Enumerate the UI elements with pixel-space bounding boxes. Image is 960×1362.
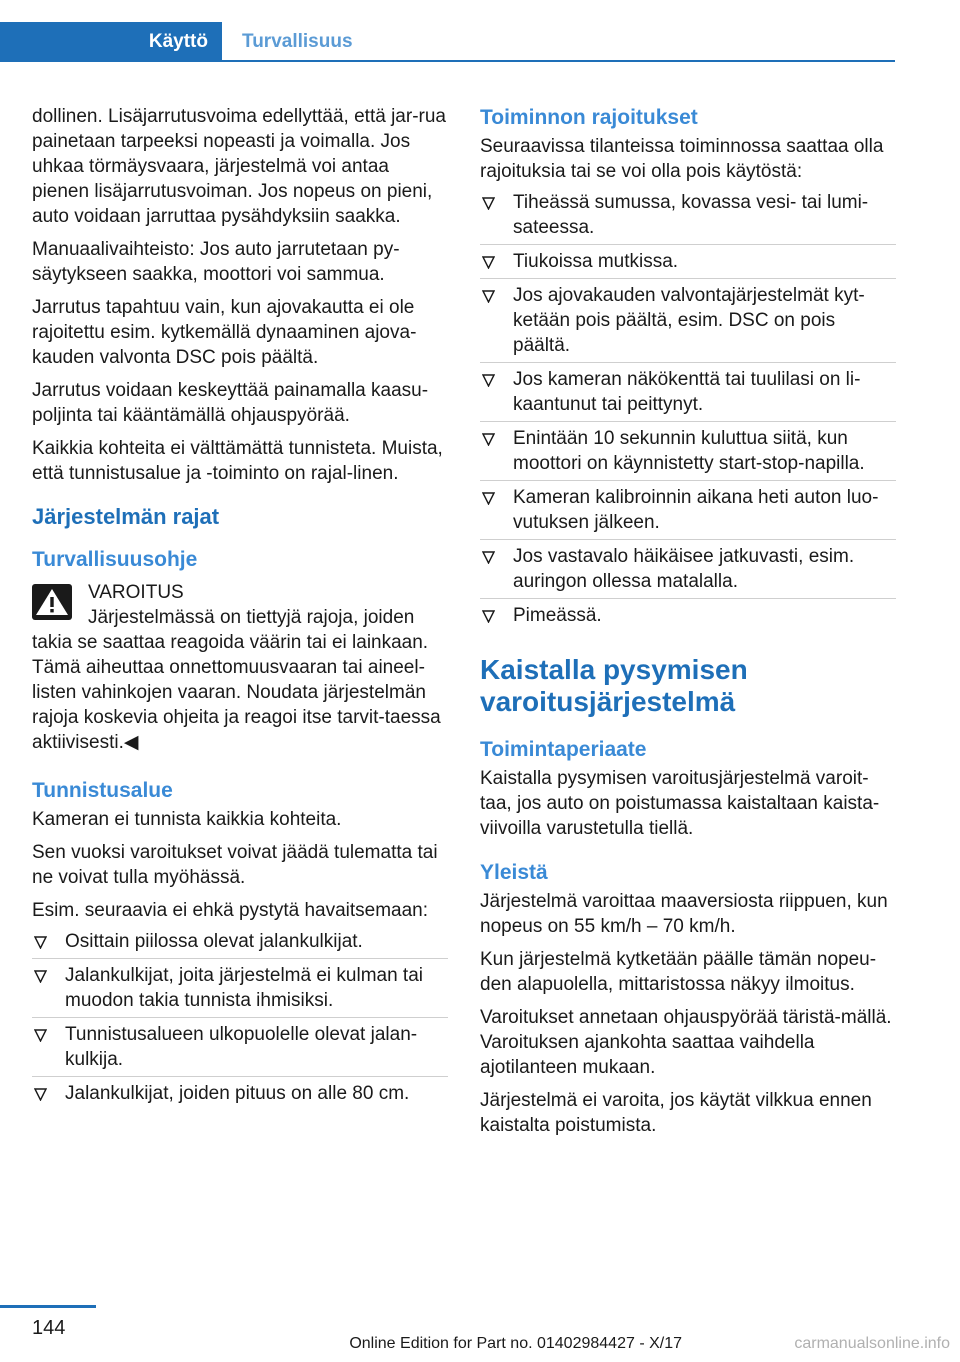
list-item	[480, 279, 896, 363]
page-number: 144	[32, 1317, 66, 1339]
section-tab-label: Turvallisuus	[242, 31, 353, 52]
triangle-bullet-icon	[482, 197, 495, 210]
paragraph: Järjestelmä ei varoita, jos käytät vilkkua ennen kaistalta poistumista.	[480, 1090, 872, 1136]
list-item	[32, 1077, 448, 1110]
triangle-bullet-icon	[34, 1088, 47, 1101]
list-item	[32, 959, 448, 1018]
edition-note: Online Edition for Part no. 01402984427 - X/17	[349, 1335, 682, 1352]
list-item-text: Jalankulkijat, joiden pituus on alle 80 cm.	[65, 1083, 410, 1104]
list-item	[480, 599, 896, 632]
header-rule	[222, 60, 895, 62]
section-tab-turvallisuus	[222, 22, 353, 62]
list-item-text: Jos ajovakauden valvontajärjestelmät kyt‐ketään pois päältä, esim. DSC on pois päältä.	[513, 285, 865, 356]
list-item-text: Kameran kalibroinnin aikana heti auton luo‐vutuksen jälkeen.	[513, 487, 879, 533]
list-item-text: Jalankulkijat, joita järjestelmä ei kulman tai muodon takia tunnista ihmisiksi.	[65, 965, 423, 1011]
limits-list	[480, 186, 896, 632]
list-item-text: Enintään 10 sekunnin kuluttua siitä, kun moottori on käynnistetty start-stop-napilla.	[513, 428, 865, 474]
triangle-bullet-icon	[482, 492, 495, 505]
chapter-tab-label: Käyttö	[148, 31, 208, 52]
paragraph: Jarrutus voidaan keskeyttää painamalla kaasu‐poljinta tai kääntämällä ohjauspyörää.	[32, 380, 429, 426]
limits-heading: Toiminnon rajoitukset	[480, 106, 698, 129]
detection-list	[32, 925, 448, 1110]
warning-text: takia se saattaa reagoida väärin tai ei lainkaan. Tämä aiheuttaa onnettomuusvaaran tai aineel‐listen vahinkojen vaaran. Noudata järjestelmän rajoja koskevia ohjeita ja reagoi itse tarvit‐taessa aktiivisesti.◀	[32, 632, 441, 753]
triangle-bullet-icon	[34, 936, 47, 949]
paragraph: Kameran ei tunnista kaikkia kohteita.	[32, 809, 342, 830]
triangle-bullet-icon	[482, 433, 495, 446]
list-item	[480, 481, 896, 540]
paragraph: Järjestelmä varoittaa maaversiosta riippuen, kun nopeus on 55 km/h – 70 km/h.	[480, 891, 888, 937]
list-item-text: Tiukoissa mutkissa.	[513, 251, 679, 272]
page-header	[0, 0, 895, 62]
section-title: Järjestelmän rajat	[32, 504, 220, 529]
paragraph: dollinen. Lisäjarrutusvoima edellyttää, että jar‐rua painetaan tarpeeksi nopeasti ja voimalla. Jos uhkaa törmäysvaara, järjestelmä voi antaa pienen lisäjarrutusvoiman. Jos nopeus on pieni, auto voidaan jarruttaa pysähdyksiin saakka.	[32, 106, 446, 227]
triangle-bullet-icon	[34, 970, 47, 983]
triangle-bullet-icon	[482, 256, 495, 269]
warning-text-line1: Järjestelmässä on tiettyjä rajoja, joiden	[88, 607, 415, 628]
watermark: carmanualsonline.info	[794, 1335, 950, 1352]
list-item-text: Osittain piilossa olevat jalankulkijat.	[65, 931, 363, 952]
detection-heading: Tunnistusalue	[32, 779, 173, 802]
list-item	[480, 186, 896, 245]
warning-triangle-icon	[32, 584, 72, 620]
list-item	[32, 1018, 448, 1077]
triangle-bullet-icon	[34, 1029, 47, 1042]
paragraph: Jarrutus tapahtuu vain, kun ajovakautta ei ole rajoitettu esim. kytkemällä dynaaminen ajova‐kauden valvonta DSC pois päältä.	[32, 297, 417, 368]
list-item	[480, 422, 896, 481]
chapter-title: Kaistalla pysymisen varoitusjärjestelmä	[480, 654, 748, 717]
paragraph: Esim. seuraavia ei ehkä pystytä havaitsemaan:	[32, 900, 429, 921]
list-item-text: Tunnistusalueen ulkopuolelle olevat jalan‐kulkija.	[65, 1024, 418, 1070]
triangle-bullet-icon	[482, 374, 495, 387]
list-item-text: Tiheässä sumussa, kovassa vesi- tai lumi‐sateessa.	[513, 192, 869, 238]
list-item-text: Jos vastavalo häikäisee jatkuvasti, esim. auringon ollessa matalalla.	[513, 546, 855, 592]
list-item	[480, 363, 896, 422]
paragraph: Seuraavissa tilanteissa toiminnossa saattaa olla rajoituksia tai se voi olla pois käytöstä:	[480, 136, 884, 182]
triangle-bullet-icon	[482, 290, 495, 303]
list-item	[480, 245, 896, 279]
left-column	[32, 104, 448, 1116]
paragraph: Varoitukset annetaan ohjauspyörää täristä‐mällä. Varoituksen ajankohta saattaa vaihdella ajotilanteen mukaan.	[480, 1007, 892, 1078]
warning-title: VAROITUS	[88, 582, 184, 603]
safety-heading: Turvallisuusohje	[32, 548, 198, 571]
paragraph: Kaikkia kohteita ei välttämättä tunnisteta. Muista, että tunnistusalue ja -toiminto on rajal‐linen.	[32, 438, 443, 484]
right-column	[480, 104, 896, 1146]
principle-heading: Toimintaperiaate	[480, 738, 647, 761]
paragraph: Kun järjestelmä kytketään päälle tämän nopeu‐den alapuolella, mittaristossa näkyy ilmoitus.	[480, 949, 877, 995]
list-item	[480, 540, 896, 599]
paragraph: Sen vuoksi varoitukset voivat jäädä tulematta tai ne voivat tulla myöhässä.	[32, 842, 438, 888]
general-heading: Yleistä	[480, 861, 548, 884]
warning-block	[32, 580, 448, 755]
triangle-bullet-icon	[482, 610, 495, 623]
paragraph: Kaistalla pysymisen varoitusjärjestelmä varoit‐taa, jos auto on poistumassa kaistaltaan kaista‐viivoilla varustetulla tiellä.	[480, 768, 880, 839]
triangle-bullet-icon	[482, 551, 495, 564]
footer-rule	[0, 1305, 96, 1308]
chapter-tab-kaytto	[0, 22, 222, 62]
paragraph: Manuaalivaihteisto: Jos auto jarrutetaan py‐säytykseen saakka, moottori voi sammua.	[32, 239, 400, 285]
list-item-text: Pimeässä.	[513, 605, 602, 626]
list-item	[32, 925, 448, 959]
list-item-text: Jos kameran näkökenttä tai tuulilasi on li‐kaantunut tai peittynyt.	[513, 369, 861, 415]
